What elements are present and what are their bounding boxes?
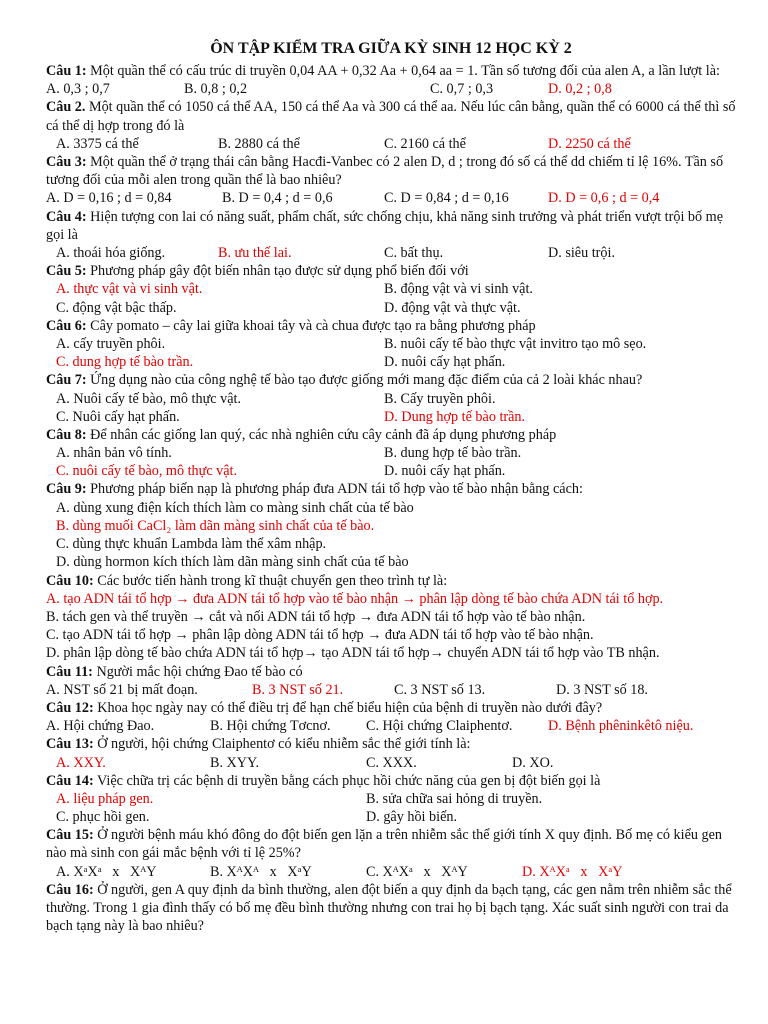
question-5: Câu 5: Phương pháp gây đột biến nhân tạo được sử dụng phổ biến đối với: [46, 263, 469, 280]
options-row-5b: [46, 299, 736, 317]
option-4a: A. thoái hóa giống.: [56, 244, 166, 261]
option-15c: C. XᴬXᵃ x XᴬY: [366, 863, 468, 880]
question-1: Câu 1: Một quần thể có cấu trúc di truyền 0,04 AA + 0,32 Aa + 0,64 aa = 1. Tần số tương đối của alen A, a lần lượt là:: [46, 63, 720, 79]
option-4b-correct: B. ưu thế lai.: [218, 244, 292, 261]
option-12b: B. Hội chứng Tơcnơ.: [210, 718, 331, 735]
option-13a-correct: A. XXY.: [56, 754, 106, 771]
option-4d: D. siêu trội.: [548, 244, 615, 261]
option-3a: A. D = 0,16 ; d = 0,84: [46, 190, 172, 207]
question-12: Câu 12: Khoa học ngày nay có thể điều trị để hạn chế biểu hiện của bệnh di truyền nào dưới đây?: [46, 699, 603, 716]
options-row-13: [46, 754, 736, 772]
option-8a: A. nhân bản vô tính.: [56, 445, 172, 462]
options-row-12: [46, 717, 736, 735]
option-6a: A. cấy truyền phôi.: [56, 335, 166, 352]
options-row-6b: [46, 353, 736, 371]
option-11c: C. 3 NST số 13.: [394, 681, 486, 698]
option-1b: B. 0,8 ; 0,2: [184, 81, 248, 98]
options-row-8a: [46, 444, 736, 462]
question-13: Câu 13: Ở người, hội chứng Claiphentơ có kiểu nhiễm sắc thể giới tính là:: [46, 736, 471, 753]
question-6: Câu 6: Cây pomato – cây lai giữa khoai tây và cà chua được tạo ra bằng phương pháp: [46, 317, 536, 334]
options-row-6a: [46, 335, 736, 353]
question-4: Câu 4: Hiện tượng con lai có năng suất, phẩm chất, sức chống chịu, khả năng sinh trưởng và phát triển vượt trội bố mẹ gọi là: [46, 208, 723, 243]
option-5d: D. động vật và thực vật.: [384, 299, 521, 316]
question-15: Câu 15: Ở người bệnh máu khó đông do đột biến gen lặn a trên nhiễm sắc thể giới tính X quy định. Bố mẹ có kiểu gen nào mà sinh con gái mắc bệnh với tỉ lệ 25%?: [46, 827, 723, 862]
option-11b-correct: B. 3 NST số 21.: [252, 681, 344, 698]
options-row-14b: [46, 808, 736, 826]
option-2d-correct: D. 2250 cá thể: [548, 135, 631, 152]
option-9d: D. dùng hormon kích thích làm dãn màng sinh chất của tế bào: [56, 554, 409, 571]
option-8c-correct: C. nuôi cấy tế bào, mô thực vật.: [56, 463, 238, 480]
option-11d: D. 3 NST số 18.: [556, 681, 648, 698]
options-row-14a: [46, 790, 736, 808]
options-row-7b: [46, 408, 736, 426]
option-1a: A. 0,3 ; 0,7: [46, 81, 110, 98]
option-10a-correct: A. tạo ADN tái tổ hợp → đưa ADN tái tổ hợp vào tế bào nhận → phân lập dòng tế bào chứa ADN tái tổ hợp.: [46, 590, 664, 607]
document-page: [46, 40, 736, 935]
option-5a-correct: A. thực vật và vi sinh vật.: [56, 281, 203, 298]
option-6c-correct: C. dung hợp tế bào trần.: [56, 354, 194, 371]
options-row-1: [46, 80, 736, 98]
option-3c: C. D = 0,84 ; d = 0,16: [384, 190, 509, 207]
option-14c: C. phục hồi gen.: [56, 809, 150, 826]
option-14a-correct: A. liệu pháp gen.: [56, 790, 154, 807]
option-1c: C. 0,7 ; 0,3: [430, 81, 494, 98]
options-row-11: [46, 681, 736, 699]
option-10c: C. tạo ADN tái tổ hợp → phân lập dòng ADN tái tổ hợp → đưa ADN tái tổ hợp vào tế bào nhận.: [46, 627, 594, 644]
option-12d-correct: D. Bệnh phêninkêtô niệu.: [548, 718, 694, 735]
option-6b: B. nuôi cấy tế bào thực vật invitro tạo mô sẹo.: [384, 335, 647, 352]
options-row-15: [46, 863, 736, 881]
option-5c: C. động vật bậc thấp.: [56, 299, 177, 316]
option-2a: A. 3375 cá thể: [56, 135, 139, 152]
question-2: Câu 2. Một quần thể có 1050 cá thể AA, 150 cá thể Aa và 300 cá thể aa. Nếu lúc cân bằng, quần thể có 6000 cá thể thì số cá thể dị hợp trong đó là: [46, 99, 736, 134]
question-11: Câu 11: Người mắc hội chứng Đao tế bào có: [46, 663, 303, 680]
option-1d-correct: D. 0,2 ; 0,8: [548, 81, 612, 98]
options-row-2: [46, 135, 736, 153]
options-row-7a: [46, 390, 736, 408]
options-row-3: [46, 189, 736, 207]
option-9a: A. dùng xung điện kích thích làm co màng sinh chất của tế bào: [56, 499, 414, 516]
option-13d: D. XO.: [512, 754, 554, 771]
option-14b: B. sửa chữa sai hỏng di truyền.: [366, 790, 543, 807]
question-14: Câu 14: Việc chữa trị các bệnh di truyền bằng cách phục hồi chức năng của gen bị đột biến gọi là: [46, 772, 601, 789]
option-8d: D. nuôi cấy hạt phấn.: [384, 463, 506, 480]
options-row-8b: [46, 462, 736, 480]
option-15d-correct: D. XᴬXᵃ x XᵃY: [522, 863, 623, 880]
question-3: Câu 3: Một quần thể ở trạng thái cân bằng Hacđi-Vanbec có 2 alen D, d ; trong đó số cá thể dd chiếm tỉ lệ 16%. Tần số tương đối của mỗi alen trong quần thể là bao nhiêu?: [46, 153, 724, 189]
option-15b: B. XᴬXᴬ x XᵃY: [210, 863, 312, 880]
option-7a: A. Nuôi cấy tế bào, mô thực vật.: [56, 390, 241, 407]
question-7: Câu 7: Ứng dụng nào của công nghệ tế bào tạo được giống mới mang đặc điểm của cả 2 loài khác nhau?: [46, 372, 643, 389]
option-9b-correct: B. dùng muối CaCl₂ làm dãn màng sinh chất của tế bào.: [56, 517, 375, 534]
option-7c: C. Nuôi cấy hạt phấn.: [56, 408, 180, 425]
option-12c: C. Hội chứng Claiphentơ.: [366, 718, 513, 735]
option-5b: B. động vật và vi sinh vật.: [384, 281, 533, 298]
option-8b: B. dung hợp tế bào trần.: [384, 445, 522, 462]
option-12a: A. Hội chứng Đao.: [46, 718, 155, 735]
options-row-4: [46, 244, 736, 262]
option-13c: C. XXX.: [366, 754, 417, 771]
option-15a: A. XᵃXᵃ x XᴬY: [56, 863, 157, 880]
option-7b: B. Cấy truyền phôi.: [384, 390, 496, 407]
page-title: ÔN TẬP KIỂM TRA GIỮA KỲ SINH 12 HỌC KỲ 2: [210, 40, 572, 57]
option-2c: C. 2160 cá thể: [384, 135, 466, 152]
option-11a: A. NST số 21 bị mất đoạn.: [46, 681, 198, 698]
option-3b: B. D = 0,4 ; d = 0,6: [222, 190, 333, 207]
question-9: Câu 9: Phương pháp biến nạp là phương pháp đưa ADN tái tổ hợp vào tế bào nhận bằng cách:: [46, 481, 583, 498]
option-6d: D. nuôi cấy hạt phấn.: [384, 354, 506, 371]
option-10d: D. phân lập dòng tế bào chứa ADN tái tổ hợp→ tạo ADN tái tổ hợp→ chuyển ADN tái tổ hợp vào TB nhận.: [46, 645, 660, 662]
option-4c: C. bất thụ.: [384, 244, 444, 261]
question-16: Câu 16: Ở người, gen A quy định da bình thường, alen đột biến a quy định da bạch tạng, các gen nằm trên nhiễm sắc thể thường. Trong 1 gia đình thấy có bố mẹ đều bình thường nhưng con trai họ bị bạch tạng. Xác suất sinh người con trai da bạch tạng này là bao nhiêu?: [46, 881, 732, 935]
question-8: Câu 8: Để nhân các giống lan quý, các nhà nghiên cứu cây cảnh đã áp dụng phương pháp: [46, 426, 557, 443]
option-13b: B. XYY.: [210, 754, 260, 771]
option-10b: B. tách gen và thể truyền → cắt và nối ADN tái tổ hợp → đưa ADN tái tổ hợp vào tế bào nhận.: [46, 608, 586, 625]
options-row-5a: [46, 280, 736, 298]
option-9c: C. dùng thực khuẩn Lambda làm thể xâm nhập.: [56, 536, 327, 553]
question-10: Câu 10: Các bước tiến hành trong kĩ thuật chuyển gen theo trình tự là:: [46, 572, 448, 589]
option-3d-correct: D. D = 0,6 ; d = 0,4: [548, 190, 660, 207]
option-2b: B. 2880 cá thể: [218, 135, 300, 152]
option-7d-correct: D. Dung hợp tế bào trần.: [384, 408, 526, 425]
option-14d: D. gây hồi biến.: [366, 809, 458, 826]
